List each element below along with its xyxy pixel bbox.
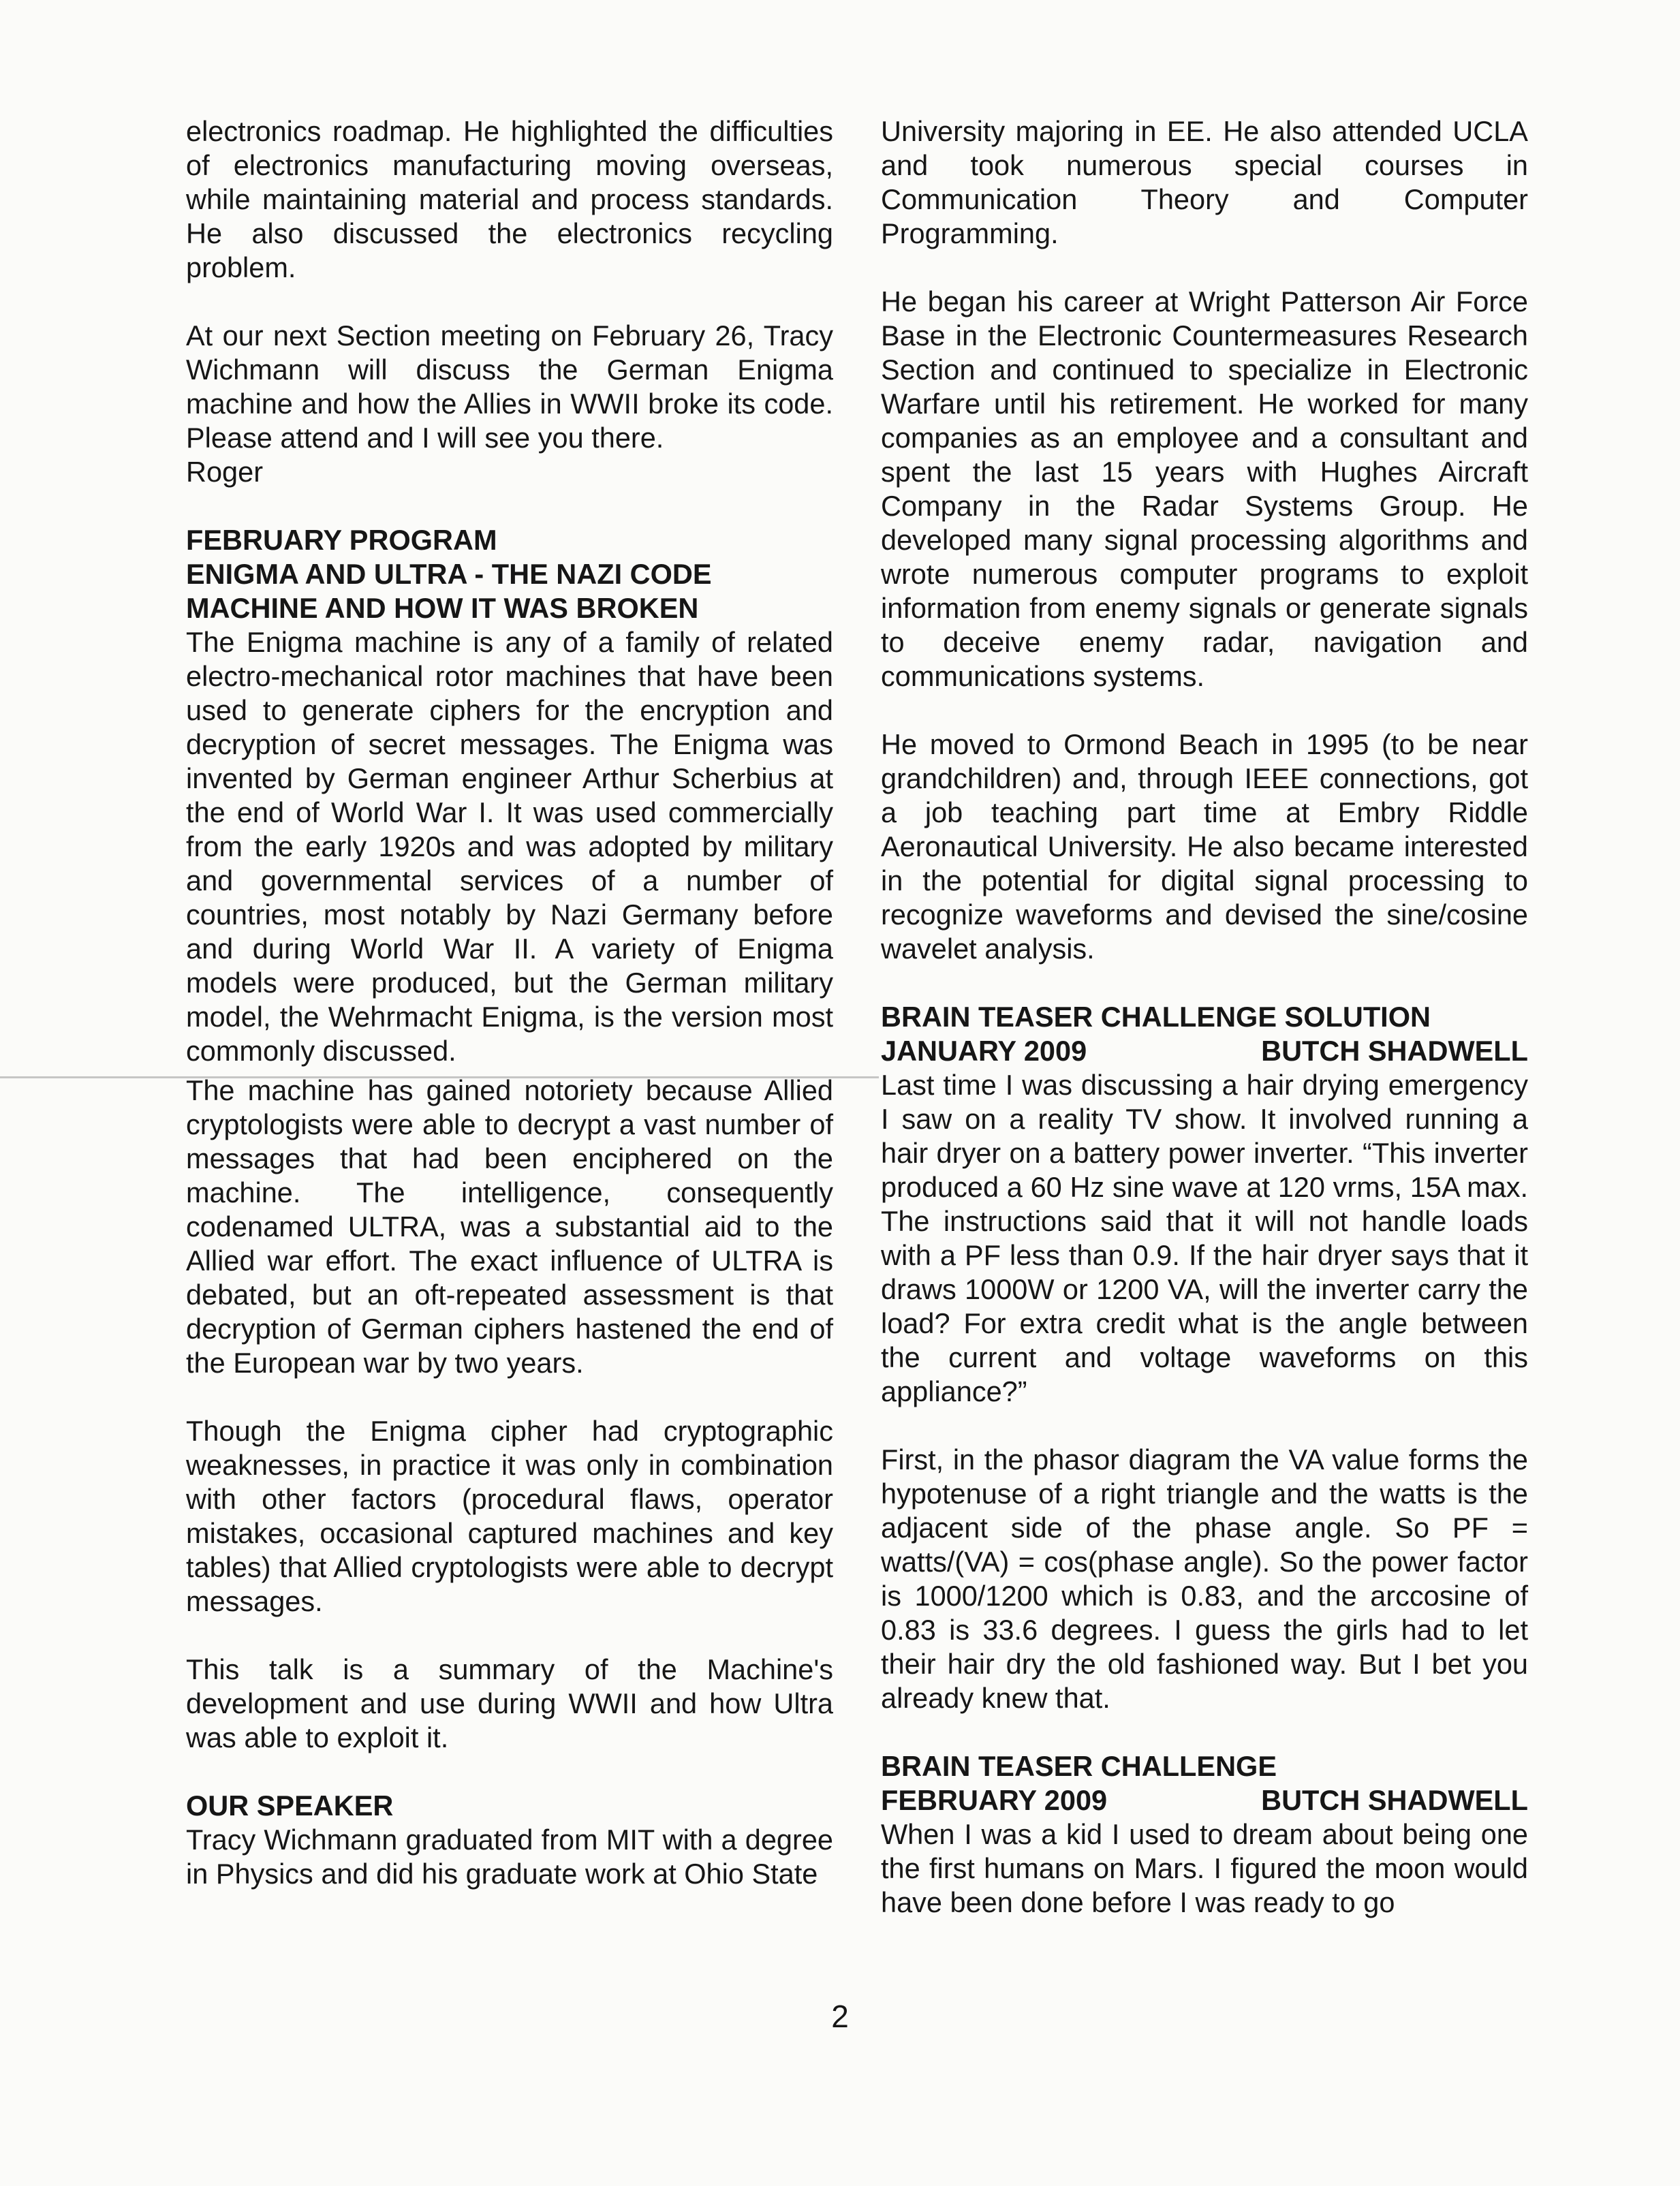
left-column xyxy=(186,114,833,1891)
challenge-heading: BRAIN TEASER CHALLENGE xyxy=(881,1750,1277,1782)
solution-heading: BRAIN TEASER CHALLENGE SOLUTION xyxy=(881,1001,1431,1033)
solution-paragraph-1: Last time I was discussing a hair drying emergency I saw on a reality TV show. It involved running a hair dryer on a battery power inverter. “This inverter produced a 60 Hz sine wave at 120 vrms, 15A max. The instructions said that it will not handle loads with a PF less than 0.9. If the hair dryer says that it draws 1000W or 1200 VA, will the inverter carry the load? For extra credit what is the angle between the current and voltage waveforms on this appliance?” xyxy=(881,1069,1528,1407)
solution-byline xyxy=(881,1034,1528,1068)
right-column xyxy=(881,114,1528,1920)
program-paragraph-3: Though the Enigma cipher had cryptographic weaknesses, in practice it was only in combination with other factors (procedural flaws, operator mistakes, occasional captured machines and key tables) that Allied cryptologists were able to decrypt messages. xyxy=(186,1415,833,1617)
speaker-paragraph-1: Tracy Wichmann graduated from MIT with a degree in Physics and did his graduate work at Ohio State xyxy=(186,1824,833,1890)
speaker-paragraph-3: He moved to Ormond Beach in 1995 (to be near grandchildren) and, through IEEE connections, got a job teaching part time at Embry Riddle Aeronautical University. He also became interested in the potential for digital signal processing to recognize waveforms and devised the sine/cosine wavelet analysis. xyxy=(881,728,1528,965)
speaker-paragraph-2: He began his career at Wright Patterson Air Force Base in the Electronic Countermeasures Research Section and continued to specialize in Electronic Warfare until his retirement. He worked for many companies as an employee and a consultant and spent the last 15 years with Hughes Aircraft Company in the Radar Systems Group. He developed many signal processing algorithms and wrote numerous computer programs to exploit information from enemy signals or generate signals to deceive enemy radar, navigation and communications systems. xyxy=(881,285,1528,692)
challenge-author: BUTCH SHADWELL xyxy=(1261,1784,1528,1816)
solution-paragraph-2: First, in the phasor diagram the VA value forms the hypotenuse of a right triangle and the watts is the adjacent side of the phase angle. So PF = watts/(VA) = cos(phase angle). So the power factor is 1000/1200 which is 0.83, and the arccosine of 0.83 is 33.6 degrees. I guess the girls had to let their hair dry the old fashioned way. But I bet you already knew that. xyxy=(881,1443,1528,1714)
program-heading: FEBRUARY PROGRAM xyxy=(186,524,497,556)
intro-paragraph: electronics roadmap. He highlighted the difficulties of electronics manufacturing moving overseas, while maintaining material and process standards. He also discussed the electronics recycling problem. xyxy=(186,115,833,283)
page-number: 2 xyxy=(831,1999,849,2034)
next-meeting-paragraph: At our next Section meeting on February 26, Tracy Wichmann will discuss the German Enigma machine and how the Allies in WWII broke its code. Please attend and I will see you there. xyxy=(186,319,833,454)
solution-month: JANUARY 2009 xyxy=(881,1035,1087,1067)
speaker-paragraph-1-continued: University majoring in EE. He also attended UCLA and took numerous special courses in Communication Theory and Computer Programming. xyxy=(881,115,1528,249)
program-title: ENIGMA AND ULTRA - THE NAZI CODE MACHINE AND HOW IT WAS BROKEN xyxy=(186,558,712,624)
signature: Roger xyxy=(186,456,264,488)
solution-author: BUTCH SHADWELL xyxy=(1261,1035,1528,1067)
challenge-paragraph-1: When I was a kid I used to dream about being one the first humans on Mars. I figured the moon would have been done before I was ready to go xyxy=(881,1818,1528,1918)
program-paragraph-2: The machine has gained notoriety because Allied cryptologists were able to decrypt a vast number of messages that had been enciphered on the machine. The intelligence, consequently codenamed ULTRA, was a substantial aid to the Allied war effort. The exact influence of ULTRA is debated, but an oft-repeated assessment is that decryption of German ciphers hastened the end of the European war by two years. xyxy=(186,1074,833,1379)
challenge-month: FEBRUARY 2009 xyxy=(881,1784,1108,1816)
program-paragraph-4: This talk is a summary of the Machine's development and use during WWII and how Ultra was able to exploit it. xyxy=(186,1653,833,1753)
speaker-heading: OUR SPEAKER xyxy=(186,1790,394,1822)
program-paragraph-1: The Enigma machine is any of a family of related electro-mechanical rotor machines that have been used to generate ciphers for the encryption and decryption of secret messages. The Enigma was invented by German engineer Arthur Scherbius at the end of World War I. It was used commercially from the early 1920s and was adopted by military and governmental services of a number of countries, most notably by Nazi Germany before and during World War II. A variety of Enigma models were produced, but the German military model, the Wehrmacht Enigma, is the version most commonly discussed. xyxy=(186,626,833,1067)
challenge-byline xyxy=(881,1783,1528,1817)
